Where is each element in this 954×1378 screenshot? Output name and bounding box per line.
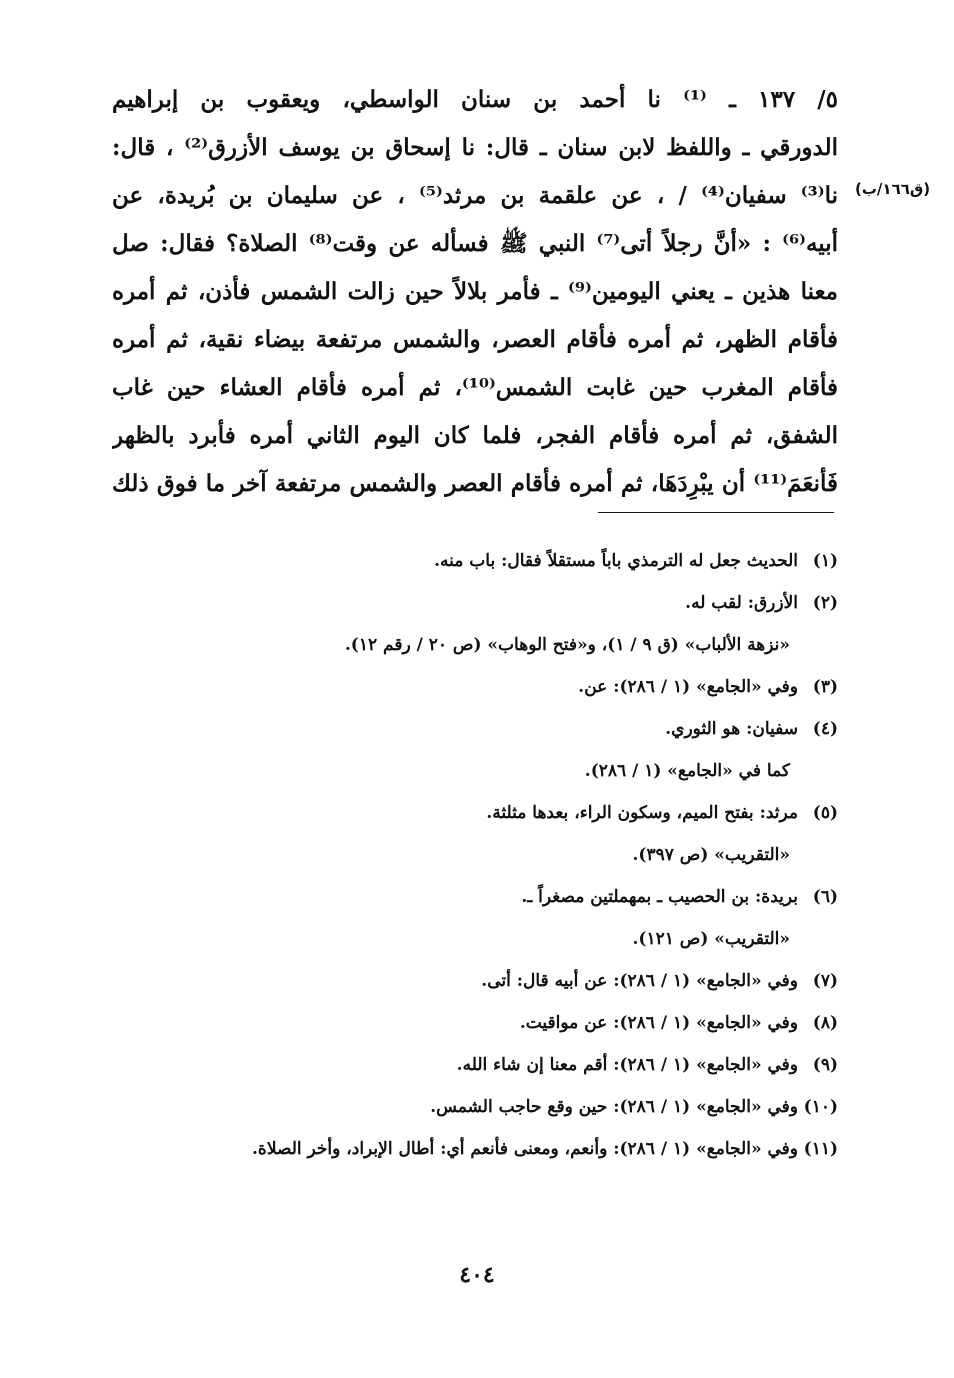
footnote-text: وفي «الجامع» (١ / ٢٨٦): عن. — [578, 677, 798, 697]
footnote-text: وفي «الجامع» (١ / ٢٨٦): حين وقع حاجب الشمس. — [430, 1097, 798, 1117]
footnote-text: وفي «الجامع» (١ / ٢٨٦): عن مواقيت. — [519, 1013, 798, 1033]
footnote-text: «التقريب» (ص ٣٩٧). — [632, 845, 790, 865]
footnote-7 — [112, 960, 838, 1002]
footnote-number: (١٠) — [803, 1097, 838, 1117]
main-text-line: أبيه⁽⁶⁾ : «أنَّ رجلاً أتى⁽⁷⁾ النبي ﷺ فسأله عن وقت⁽⁸⁾ الصلاة؟ فقال: صل — [112, 230, 838, 257]
footnote-4 — [112, 708, 838, 750]
footnote-6-continuation — [112, 918, 838, 960]
main-text-line: معنا هذين ـ يعني اليومين⁽⁹⁾ ـ فأمر بلالاً حين زالت الشمس فأذن، ثم أمره — [112, 278, 838, 305]
footnote-number: (١) — [812, 551, 838, 571]
footnote-1 — [112, 540, 838, 582]
footnote-text: مرثد: بفتح الميم، وسكون الراء، بعدها مثلثة. — [486, 803, 798, 823]
footnote-text: بريدة: بن الحصيب ـ بمهملتين مصغراً ـ. — [521, 887, 798, 907]
footnote-2-continuation — [112, 624, 838, 666]
footnote-text: كما في «الجامع» (١ / ٢٨٦). — [584, 761, 790, 781]
footnote-5-continuation — [112, 834, 838, 876]
footnote-5 — [112, 792, 838, 834]
footnote-4-continuation — [112, 750, 838, 792]
footnote-number: (٩) — [812, 1055, 838, 1075]
footnote-2 — [112, 582, 838, 624]
main-text-body — [112, 76, 838, 508]
main-text-line: فأقام المغرب حين غابت الشمس⁽¹⁰⁾، ثم أمره فأقام العشاء حين غاب — [112, 374, 838, 401]
footnote-text: وفي «الجامع» (١ / ٢٨٦): وأنعم، ومعنى فأنعم أي: أطال الإبراد، وأخر الصلاة. — [252, 1139, 798, 1159]
footnote-9 — [112, 1044, 838, 1086]
main-text-line: الدورقي ـ واللفظ لابن سنان ـ قال: نا إسحاق بن يوسف الأزرق⁽²⁾ ، قال: — [112, 134, 838, 161]
footnote-3 — [112, 666, 838, 708]
footnote-text: الحديث جعل له الترمذي باباً مستقلاً فقال: باب منه. — [434, 551, 798, 571]
footnote-number: (٧) — [812, 971, 838, 991]
footnote-number: (٦) — [812, 887, 838, 907]
manuscript-folio-reference: (ق١٦٦/ب) — [855, 180, 931, 198]
main-text-line: ٥/ ١٣٧ ـ ⁽¹⁾ نا أحمد بن سنان الواسطي، ويعقوب بن إبراهيم — [112, 86, 838, 113]
page-number: ٤٠٤ — [459, 1262, 495, 1288]
footnote-number: (٥) — [812, 803, 838, 823]
footnote-separator — [598, 512, 834, 513]
main-text-line: فَأنعَمَ⁽¹¹⁾ أن يبْرِدَهَا، ثم أمره فأقام العصر والشمس مرتفعة آخر ما فوق ذلك — [112, 470, 838, 497]
footnote-text: وفي «الجامع» (١ / ٢٨٦): عن أبيه قال: أتى. — [481, 971, 798, 991]
main-text-line: الشفق، ثم أمره فأقام الفجر، فلما كان اليوم الثاني أمره فأبرد بالظهر — [112, 422, 838, 449]
footnote-6 — [112, 876, 838, 918]
footnote-number: (٨) — [812, 1013, 838, 1033]
footnotes-section — [112, 540, 838, 1170]
footnote-text: سفيان: هو الثوري. — [665, 719, 798, 739]
footnote-text: «نزهة الألباب» (ق ٩ / ١)، و«فتح الوهاب» (ص ٢٠ / رقم ١٢). — [344, 635, 790, 655]
footnote-text: الأزرق: لقب له. — [685, 593, 798, 613]
footnote-10 — [112, 1086, 838, 1128]
footnote-8 — [112, 1002, 838, 1044]
footnote-text: وفي «الجامع» (١ / ٢٨٦): أقم معنا إن شاء الله. — [456, 1055, 798, 1075]
footnote-11 — [112, 1128, 838, 1170]
footnote-text: «التقريب» (ص ١٢١). — [632, 929, 790, 949]
main-text-line: فأقام الظهر، ثم أمره فأقام العصر، والشمس مرتفعة بيضاء نقية، ثم أمره — [112, 326, 838, 353]
footnote-number: (١١) — [803, 1139, 838, 1159]
footnote-number: (٢) — [812, 593, 838, 613]
footnote-number: (٣) — [812, 677, 838, 697]
footnote-number: (٤) — [812, 719, 838, 739]
main-text-line: نا⁽³⁾ سفيان⁽⁴⁾ / ، عن علقمة بن مرثد⁽⁵⁾ ، عن سليمان بن بُريدة، عن — [112, 182, 838, 209]
